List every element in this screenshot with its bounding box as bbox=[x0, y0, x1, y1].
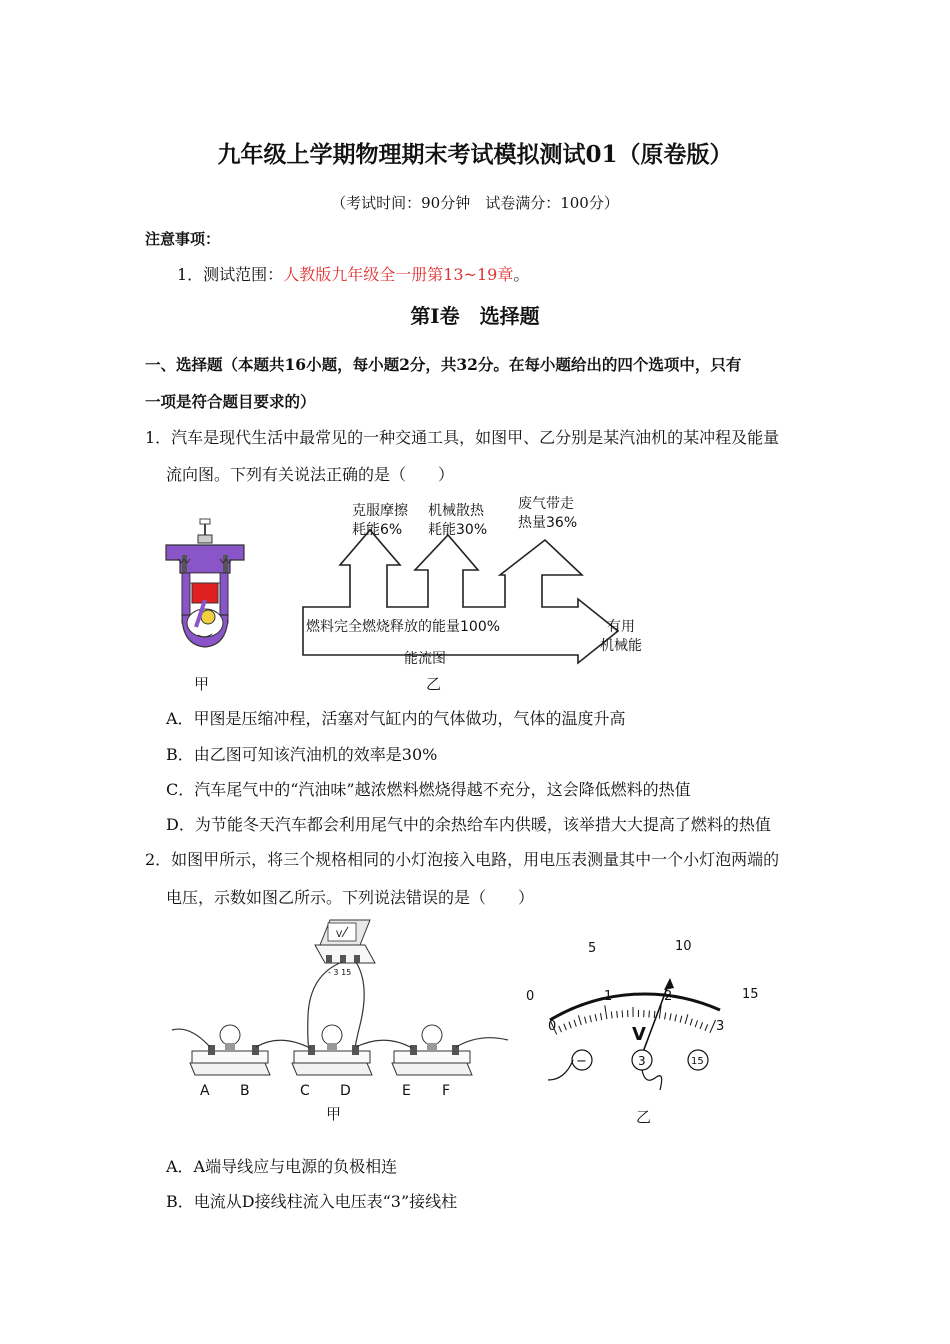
terminal-c-label: C bbox=[300, 1083, 310, 1099]
voltmeter-symbol: V bbox=[336, 930, 343, 940]
dial-tick bbox=[695, 1020, 697, 1027]
dial-tick bbox=[622, 1010, 623, 1017]
q1-option-d: D．为节能冬天汽车都会利用尾气中的余热给车内供暖，该举措大大提高了燃料的热值 bbox=[166, 815, 771, 834]
dial-inner-1: 1 bbox=[604, 989, 613, 1004]
dial-tick bbox=[595, 1014, 597, 1021]
dial-tick bbox=[611, 1012, 612, 1019]
dial-tick bbox=[665, 1013, 666, 1020]
notes-item-1 bbox=[177, 262, 529, 285]
dial-tick bbox=[601, 1013, 602, 1020]
terminal-a-label: A bbox=[200, 1083, 210, 1099]
dial-tick bbox=[590, 1015, 592, 1022]
q2-stem-line1: 2．如图甲所示，将三个规格相同的小灯泡接入电路，用电压表测量其中一个小灯泡两端的 bbox=[145, 850, 780, 869]
dial-tick bbox=[685, 1014, 688, 1024]
terminal-f-label: F bbox=[442, 1083, 451, 1099]
dial-outer-5: 5 bbox=[588, 941, 597, 956]
branch1-label-line1: 克服摩擦 bbox=[352, 503, 408, 519]
dial-outer-10: 10 bbox=[675, 939, 692, 954]
section-title: 第Ⅰ卷 选择题 bbox=[410, 304, 540, 328]
branch1-label-line2: 耗能6% bbox=[352, 522, 403, 538]
dial-inner-0: 0 bbox=[548, 1019, 557, 1034]
page-subtitle: （考试时间：90分钟 试卷满分：100分） bbox=[331, 194, 619, 212]
dial-outer-0: 0 bbox=[526, 989, 535, 1004]
q1-option-c: C．汽车尾气中的“汽油味”越浓燃料燃烧得越不充分，这会降低燃料的热值 bbox=[166, 780, 691, 799]
q1-figure-label-jia: 甲 bbox=[194, 675, 210, 693]
dial-tick bbox=[649, 1011, 650, 1018]
dial-inner-2: 2 bbox=[664, 989, 673, 1004]
q1-stem-line2: 流向图。下列有关说法正确的是（ ） bbox=[166, 465, 455, 484]
jack-minus: − bbox=[576, 1054, 587, 1069]
dial-tick bbox=[670, 1013, 671, 1020]
terminal-d-label: D bbox=[340, 1083, 351, 1099]
q1-option-a: A．甲图是压缩冲程，活塞对气缸内的气体做功，气体的温度升高 bbox=[166, 709, 626, 728]
dial-tick bbox=[585, 1017, 587, 1024]
notes-item-1-prefix: 1．测试范围： bbox=[177, 265, 284, 284]
dial-inner-3: 3 bbox=[716, 1019, 725, 1034]
energy-flow-diagram bbox=[300, 490, 660, 670]
q2-option-a: A．A端导线应与电源的负极相连 bbox=[166, 1157, 398, 1176]
section-instructions-line2: 一项是符合题目要求的） bbox=[145, 392, 316, 411]
dial-tick bbox=[559, 1026, 562, 1032]
dial-tick bbox=[705, 1024, 708, 1031]
terminal-e-label: E bbox=[402, 1083, 411, 1099]
branch2-label-line2: 耗能30% bbox=[428, 522, 488, 538]
dial-tick bbox=[654, 1011, 655, 1018]
voltmeter-dial bbox=[520, 930, 770, 1100]
dial-tick bbox=[690, 1019, 692, 1026]
dial-tick bbox=[578, 1015, 581, 1025]
terminal-b-label: B bbox=[240, 1083, 250, 1099]
branch-arrow-exhaust bbox=[500, 540, 582, 607]
q2-figure-label-jia: 甲 bbox=[326, 1105, 342, 1123]
dial-tick bbox=[617, 1011, 618, 1018]
voltmeter-device bbox=[315, 920, 375, 977]
q1-stem-line1: 1．汽车是现代生活中最常见的一种交通工具，如图甲、乙分别是某汽油机的某冲程及能量 bbox=[145, 428, 780, 447]
output-label-line1: 有用 bbox=[607, 619, 635, 635]
flow-main-label: 燃料完全燃烧释放的能量100% bbox=[306, 619, 501, 635]
branch2-label-line1: 机械散热 bbox=[428, 503, 484, 519]
dial-tick bbox=[680, 1016, 682, 1023]
voltmeter-terminal-labels: - 3 15 bbox=[328, 968, 352, 977]
q1-figure-label-yi: 乙 bbox=[426, 675, 442, 693]
output-label-line2: 机械能 bbox=[600, 638, 642, 654]
dial-tick bbox=[675, 1015, 677, 1022]
dial-outer-15: 15 bbox=[742, 987, 759, 1002]
q2-option-b: B．电流从D接线柱流入电压表“3”接线柱 bbox=[166, 1192, 458, 1211]
section-instructions-line1: 一、选择题（本题共16小题，每小题2分，共32分。在每小题给出的四个选项中，只有 bbox=[145, 355, 742, 374]
jack-15: 15 bbox=[691, 1056, 704, 1067]
engine-cylinder-figure bbox=[160, 515, 250, 660]
test-range: 人教版九年级全一册第13~19章 bbox=[283, 265, 514, 284]
dial-tick bbox=[700, 1022, 703, 1029]
notes-heading: 注意事项： bbox=[145, 230, 221, 248]
page-title: 九年级上学期物理期末考试模拟测试01（原卷版） bbox=[217, 141, 733, 168]
flow-caption: 能流图 bbox=[404, 651, 446, 667]
circuit-figure bbox=[170, 915, 510, 1100]
dial-tick bbox=[605, 1005, 607, 1019]
dial-tick bbox=[574, 1020, 576, 1027]
branch3-label-line2: 热量36% bbox=[518, 515, 578, 531]
dial-unit: V bbox=[632, 1024, 646, 1045]
q2-figure-label-yi: 乙 bbox=[636, 1108, 652, 1126]
dial-tick bbox=[569, 1022, 571, 1029]
q1-option-b: B．由乙图可知该汽油机的效率是30% bbox=[166, 745, 438, 764]
branch3-label-line1: 废气带走 bbox=[518, 496, 574, 512]
branch-arrow-friction bbox=[340, 530, 400, 607]
branch-arrow-heat bbox=[415, 535, 478, 607]
dial-tick bbox=[710, 1020, 716, 1033]
jack-3: 3 bbox=[638, 1054, 646, 1068]
notes-item-1-suffix: 。 bbox=[513, 265, 530, 284]
q2-stem-line2: 电压，示数如图乙所示。下列说法错误的是（ ） bbox=[166, 888, 535, 907]
dial-tick bbox=[564, 1024, 567, 1030]
